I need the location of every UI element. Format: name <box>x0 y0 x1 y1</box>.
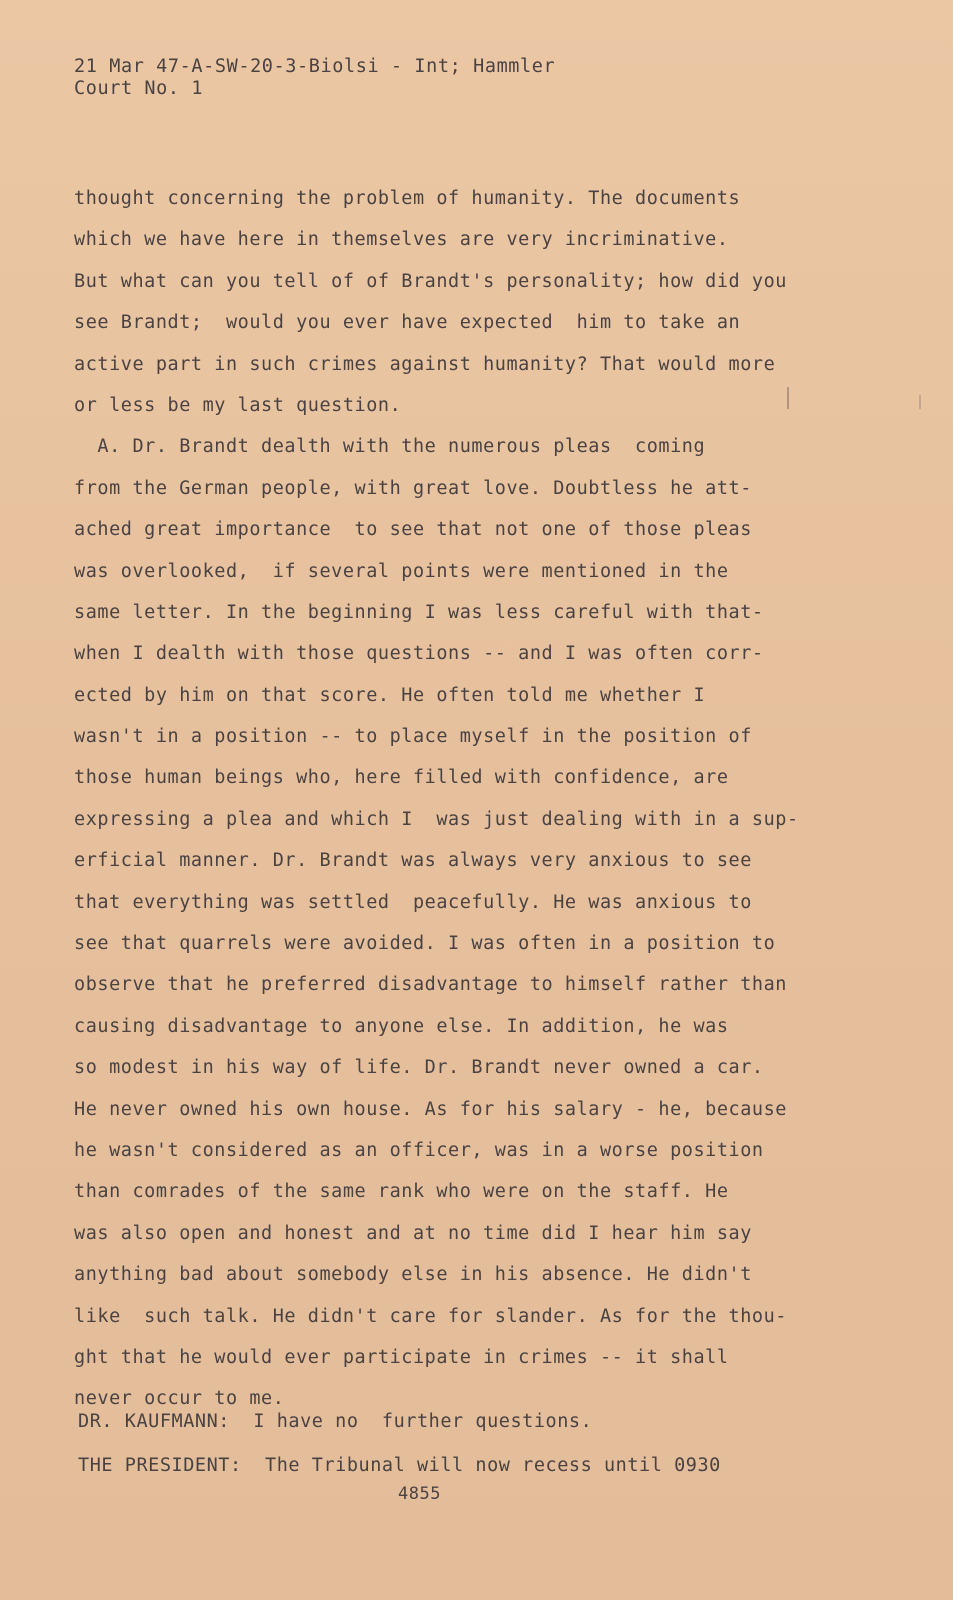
text-line: observe that he preferred disadvantage to himself rather than <box>74 974 787 996</box>
president-statement: THE PRESIDENT: The Tribunal will now recess until 0930 <box>78 1455 721 1476</box>
text-line: He never owned his own house. As for his salary - he, because <box>74 1098 787 1120</box>
text-line: thought concerning the problem of humanity. The documents <box>74 188 741 209</box>
header-line-1: 21 Mar 47-A-SW-20-3-Biolsi - Int; Hammler <box>74 56 556 77</box>
text-line: expressing a plea and which I was just dealing with in a sup- <box>74 808 799 830</box>
text-line: same letter. In the beginning I was less careful with that- <box>74 601 764 623</box>
text-line: like such talk. He didn't care for slander. As for the thou- <box>74 1305 787 1327</box>
text-line: wasn't in a position -- to place myself in the position of <box>74 726 752 748</box>
text-line: active part in such crimes against humanity? That would more <box>74 353 776 375</box>
counsel-statement: DR. KAUFMANN: I have no further questions. <box>78 1411 593 1432</box>
header-line-2: Court No. 1 <box>74 78 204 99</box>
answer-line: A. Dr. Brandt dealth with the numerous pleas coming <box>74 436 706 458</box>
text-line: anything bad about somebody else in his absence. He didn't <box>74 1264 752 1286</box>
text-line: erficial manner. Dr. Brandt was always very anxious to see <box>74 850 752 872</box>
stray-mark <box>919 395 921 409</box>
document-header <box>74 56 555 100</box>
page-number: 4855 <box>398 1484 441 1504</box>
text-line: ached great importance to see that not one of those pleas <box>74 519 752 541</box>
text-line: or less be my last question. <box>74 394 402 416</box>
text-line: see Brandt; would you ever have expected him to take an <box>74 312 741 334</box>
text-line: never occur to me. <box>74 1388 285 1410</box>
text-line: ected by him on that score. He often told me whether I <box>74 684 706 706</box>
text-line: was also open and honest and at no time did I hear him say <box>74 1222 752 1244</box>
text-line: was overlooked, if several points were mentioned in the <box>74 560 729 582</box>
text-line: when I dealth with those questions -- and I was often corr- <box>74 643 764 665</box>
text-line: see that quarrels were avoided. I was often in a position to <box>74 933 776 955</box>
text-line: that everything was settled peacefully. He was anxious to <box>74 891 752 913</box>
text-line: from the German people, with great love. Doubtless he att- <box>74 477 752 499</box>
text-line: than comrades of the same rank who were on the staff. He <box>74 1181 729 1203</box>
text-line: ght that he would ever participate in crimes -- it shall <box>74 1346 729 1368</box>
testimony-body <box>74 178 854 1420</box>
text-line: so modest in his way of life. Dr. Brandt never owned a car. <box>74 1057 764 1079</box>
text-line: causing disadvantage to anyone else. In addition, he was <box>74 1015 729 1037</box>
stray-mark <box>787 387 789 409</box>
text-line: those human beings who, here filled with confidence, are <box>74 767 729 789</box>
text-line: which we have here in themselves are very incriminative. <box>74 229 729 251</box>
text-line: But what can you tell of of Brandt's personality; how did you <box>74 270 787 292</box>
text-line: he wasn't considered as an officer, was in a worse position <box>74 1139 764 1161</box>
